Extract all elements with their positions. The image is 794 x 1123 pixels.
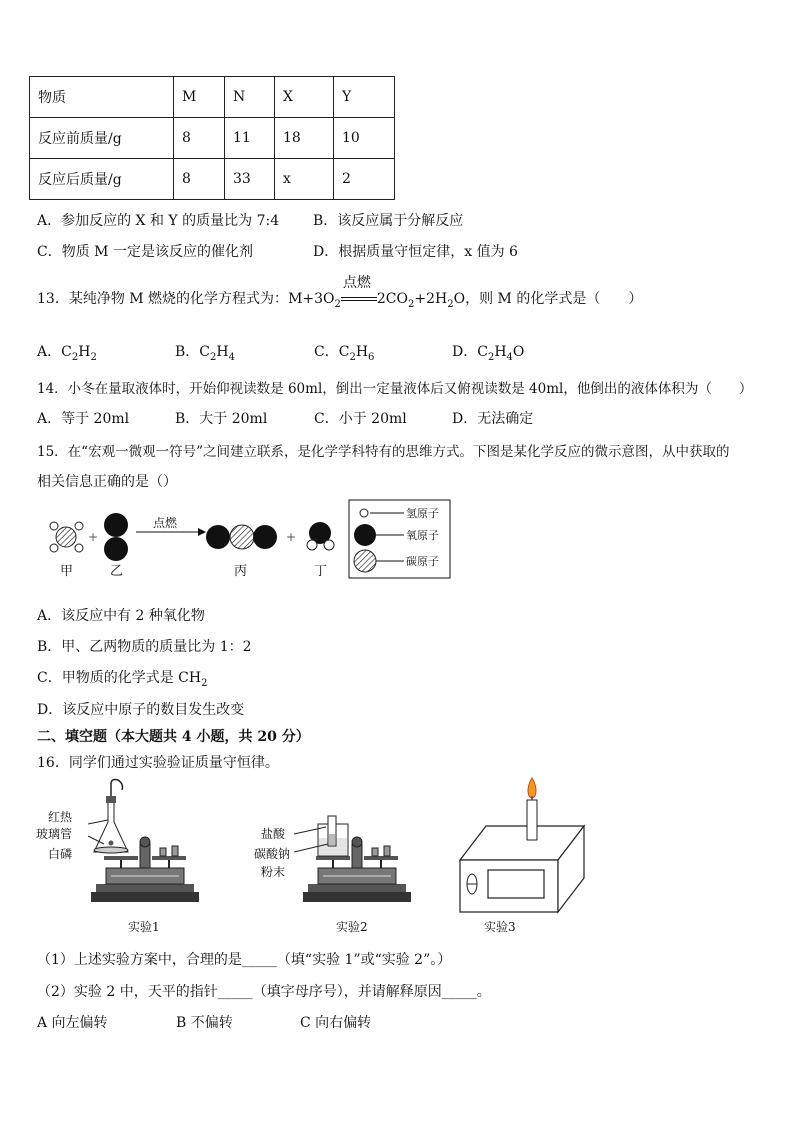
option-label: C． (314, 344, 339, 360)
table-cell: 反应后质量/g (30, 159, 174, 200)
q13-condition-arrow (341, 275, 377, 306)
q13-eq-left: M+3O (288, 291, 335, 307)
double-line-icon (341, 297, 377, 301)
table-cell: X (275, 77, 334, 118)
q13-eq-right-2-tail: O (453, 291, 466, 307)
label-bing: 丙 (234, 564, 248, 579)
q13-eq-right-1-sub: 2 (408, 298, 415, 310)
formula-sub: 2 (349, 351, 356, 363)
q16-stem: 16．同学们通过实验验证质量守恒律。 (37, 755, 279, 771)
label-ding: 丁 (314, 564, 328, 579)
legend-carbon: 碳原子 (406, 555, 439, 568)
q15-option-a: A．该反应中有 2 种氧化物 (37, 608, 205, 624)
q16-option-a: A 向左偏转 (37, 1015, 108, 1031)
q13-condition: 点燃 (342, 275, 371, 291)
legend-oxygen: 氧原子 (406, 529, 439, 542)
exp2-caption: 实验2 (336, 920, 368, 934)
table-cell: 物质 (30, 77, 174, 118)
table-cell: Y (334, 77, 395, 118)
experiments-figure (36, 772, 596, 942)
table-cell: 8 (174, 118, 225, 159)
q14-stem: 14．小冬在量取液体时，开始仰视读数是 60ml，倒出一定量液体后又俯视读数是 40ml，他倒出的液体体积为（ ） (37, 381, 753, 397)
diagram-condition: 点燃 (153, 516, 178, 530)
label-jia: 甲 (60, 564, 74, 579)
formula: O (512, 344, 525, 360)
table-cell: 2 (334, 159, 395, 200)
q16-sub2: （2）实验 2 中，天平的指针_____（填字母序号），并请解释原因_____。 (37, 984, 491, 1000)
formula: C (477, 344, 488, 360)
table-row (30, 159, 395, 200)
q13-option-d (452, 341, 524, 363)
label-yi: 乙 (110, 564, 124, 579)
table-cell: 18 (275, 118, 334, 159)
formula-sub: 6 (368, 351, 375, 363)
formula-sub: 4 (228, 351, 235, 363)
formula: C (199, 344, 211, 360)
experiment-3-scale (460, 778, 584, 912)
exp1-label-white-phosphorus: 白磷 (48, 847, 73, 861)
formula: C (61, 344, 72, 360)
formula: H (78, 344, 91, 360)
q15-option-c (37, 667, 207, 689)
table-cell: 8 (174, 159, 225, 200)
q16-sub1: （1）上述实验方案中，合理的是_____（填“实验 1”或“实验 2”。） (37, 952, 452, 968)
table-cell: 11 (225, 118, 275, 159)
q13-suffix: ，则 M 的化学式是（ ） (465, 291, 643, 307)
q15-option-d: D．该反应中原子的数目发生改变 (37, 702, 245, 718)
exp2-label-hydrochloric-acid: 盐酸 (261, 827, 286, 841)
q14-option-a: A．等于 20ml (37, 411, 130, 427)
molecule-ding (307, 522, 334, 550)
q13-option-a (37, 341, 97, 363)
formula: H (355, 344, 369, 360)
formula-sub: 2 (71, 351, 79, 363)
table-header-row (30, 77, 395, 118)
exp2-label-powder: 粉末 (261, 865, 286, 879)
q15-option-b: B．甲、乙两物质的质量比为 1：2 (37, 639, 252, 655)
q14-option-b: B．大于 20ml (175, 411, 268, 427)
q13-eq-left-sub: 2 (334, 298, 341, 310)
q12-option-b: B．该反应属于分解反应 (313, 213, 464, 229)
q15-stem-line2: 相关信息正确的是（） (37, 474, 177, 490)
q13-option-c (314, 341, 374, 363)
q14-option-d: D．无法确定 (452, 411, 534, 427)
q14-option-c: C．小于 20ml (314, 411, 407, 427)
q13-eq-right-2-sub: 2 (447, 298, 454, 310)
diagram-legend (349, 500, 450, 578)
section-heading: 二、填空题（本大题共 4 小题，共 20 分） (37, 729, 310, 745)
q12-option-d: D．根据质量守恒定律，x 值为 6 (313, 244, 518, 260)
plus-sign-1: + (88, 530, 99, 544)
q12-option-a: A．参加反应的 X 和 Y 的质量比为 7:4 (37, 213, 280, 229)
table-cell: x (275, 159, 334, 200)
reaction-diagram (40, 497, 460, 587)
q15-option-c-sub: 2 (201, 677, 208, 689)
table-cell: 10 (334, 118, 395, 159)
exp3-caption: 实验3 (484, 920, 516, 934)
table-cell: 33 (225, 159, 275, 200)
formula-sub: 2 (210, 351, 217, 363)
arrow-head-icon (198, 528, 206, 536)
q16-option-c: C 向右偏转 (300, 1015, 372, 1031)
molecule-yi (104, 513, 128, 561)
option-label: B． (175, 344, 200, 360)
formula: H (216, 344, 229, 360)
formula: H (494, 344, 507, 360)
molecule-jia (50, 522, 83, 552)
formula: C (338, 344, 350, 360)
q15-option-c-text: C．甲物质的化学式是 CH (37, 670, 202, 686)
q15-stem-line1: 15．在“宏观一微观一符号”之间建立联系，是化学学科特有的思维方式。下图是某化学反应的微示意图，从中获取的 (37, 444, 730, 460)
exp1-label-red-hot: 红热 (48, 810, 73, 824)
mass-table (29, 76, 395, 200)
plus-sign-2: + (286, 530, 297, 544)
q13-stem (37, 275, 643, 310)
q13-eq-right-2: +2H (414, 291, 448, 307)
q13-prefix: 13．某纯净物 M 燃烧的化学方程式为： (37, 291, 289, 307)
legend-hydrogen: 氢原子 (406, 507, 439, 520)
formula-sub: 2 (90, 351, 97, 363)
q13-eq-right-1: 2CO (376, 291, 408, 307)
table-row (30, 118, 395, 159)
table-cell: M (174, 77, 225, 118)
exp1-caption: 实验1 (128, 920, 160, 934)
molecule-bing (206, 525, 277, 549)
table-cell: N (225, 77, 275, 118)
table-cell: 反应前质量/g (30, 118, 174, 159)
option-label: A． (37, 344, 62, 360)
exp2-label-sodium-carbonate: 碳酸钠 (254, 847, 291, 861)
exp1-label-glass-tube: 玻璃管 (36, 827, 73, 841)
option-label: D． (452, 344, 478, 360)
q16-option-b: B 不偏转 (176, 1015, 233, 1031)
q13-option-b (175, 341, 235, 363)
experiment-1-balance (91, 780, 199, 903)
q12-option-c: C．物质 M 一定是该反应的催化剂 (37, 244, 253, 260)
formula-sub: 2 (487, 351, 495, 363)
formula-sub: 4 (506, 351, 513, 363)
